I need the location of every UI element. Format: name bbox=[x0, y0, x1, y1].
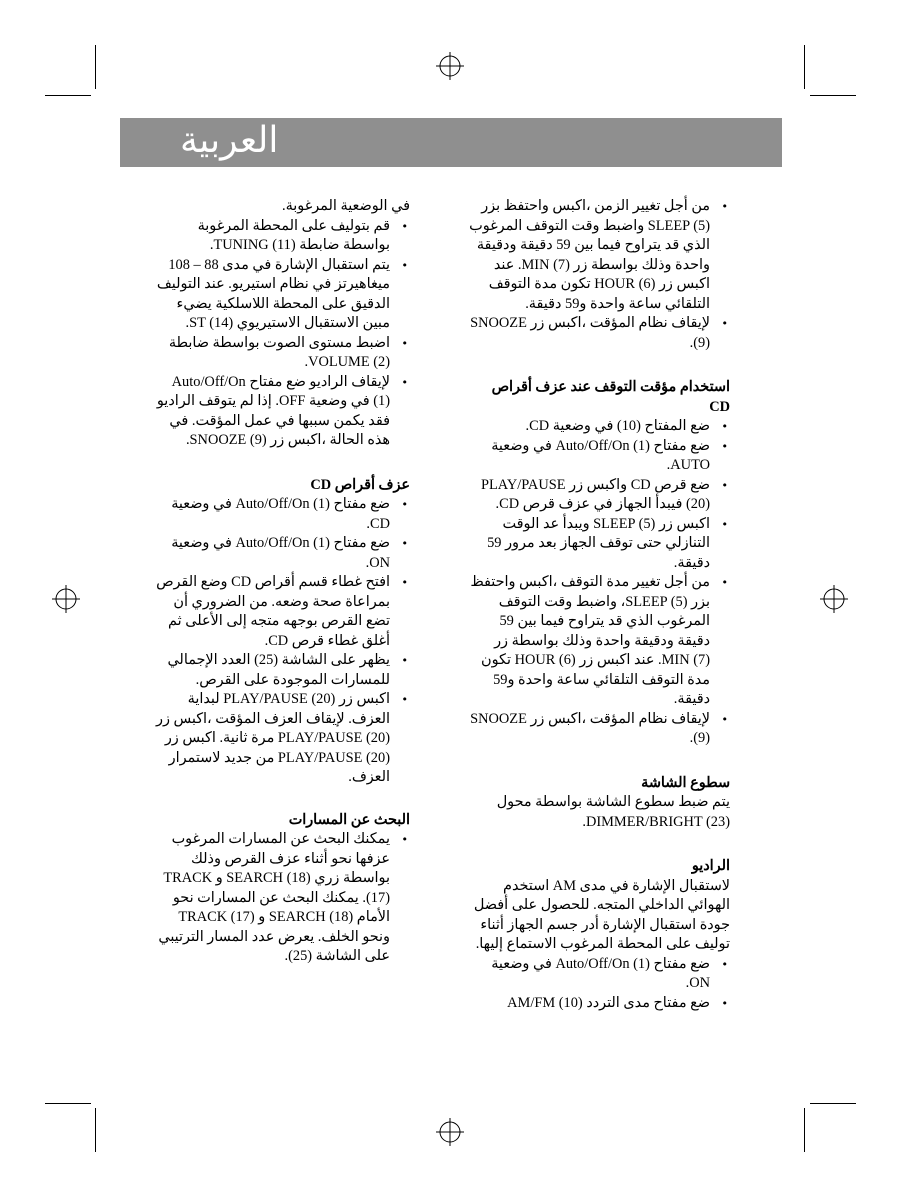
list-item: • يظهر على الشاشة (25) العدد الإجمالي للمسارات الموجودة على القرص. bbox=[155, 651, 410, 690]
radio-list bbox=[468, 955, 730, 1014]
continuation-text: في الوضعية المرغوبة. bbox=[281, 198, 410, 214]
list-item: • من أجل تغيير مدة التوقف ،اكبس واحتفظ بزر SLEEP (5)، واضبط وقت التوقف المرغوب الذي قد يتراوح فيما بين 59 دقيقة ودقيقة واحدة وذلك بواسطة زر MIN (7). عند اكبس زر HOUR (6) تكون مدة التوقف التلقائي ساعة واحدة و59 دقيقة. bbox=[468, 573, 730, 710]
list-item: • لإيقاف نظام المؤقت ،اكبس زر SNOOZE (9). bbox=[468, 710, 730, 749]
list-item: • ضع مفتاح Auto/Off/On (1) في وضعية ON. bbox=[468, 955, 730, 994]
brightness-text: يتم ضبط سطوع الشاشة بواسطة محول DIMMER/BRIGHT (23). bbox=[496, 794, 730, 830]
list-item: • لإيقاف الراديو ضع مفتاح Auto/Off/On (1) في وضعية OFF. إذا لم يتوقف الراديو فقد يكمن سببها في عمل المؤقت. في هذه الحالة ،اكبس زر SNOOZE (9). bbox=[155, 373, 410, 451]
list-item: • من أجل تغيير الزمن ،اكبس واحتفظ بزر SLEEP (5) واضبط وقت التوقف المرغوب الذي قد يتراوح فيما بين 59 دقيقة ودقيقة واحدة وذلك بواسطة زر MIN (7). عند اكبس زر HOUR (6) تكون مدة التوقف التلقائي ساعة واحدة و59 دقيقة. bbox=[468, 197, 730, 314]
crop-mark bbox=[95, 1108, 96, 1152]
radio-text: لاستقبال الإشارة في مدى AM استخدم الهوائي الداخلي المتجه. للحصول على أفضل جودة استقبال الإشارة أدر جسم الجهاز أثناء توليف على المحطة المرغوب الاستماع إليها. bbox=[473, 877, 730, 952]
section-heading-radio: الراديو bbox=[691, 858, 730, 874]
list-item: • يتم استقبال الإشارة في مدى 88 – 108 ميغاهيرتز في نظام استيريو. عند التوليف الدقيق على المحطة اللاسلكية يضيء مبين الاستقبال الاستيريوي ST (14). bbox=[155, 256, 410, 334]
list-item: • ضع مفتاح مدى التردد AM/FM (10) bbox=[468, 994, 730, 1014]
right-column bbox=[468, 197, 730, 1013]
crop-mark bbox=[95, 45, 96, 89]
crop-mark bbox=[810, 95, 856, 96]
registration-mark-icon bbox=[52, 585, 80, 613]
section-heading-brightness: سطوع الشاشة bbox=[641, 774, 730, 791]
cd-play-list bbox=[155, 495, 410, 788]
cd-timer-list bbox=[468, 417, 730, 749]
track-search-list bbox=[155, 830, 410, 967]
crop-mark bbox=[804, 1108, 805, 1152]
list-item: • افتح غطاء قسم أقراص CD وضع القرص بمراعاة صحة وضعه. من الضروري أن تضع القرص بوجهه متجه إلى الأعلى ثم أغلق غطاء قرص CD. bbox=[155, 573, 410, 651]
timer-list bbox=[468, 197, 730, 353]
list-item: • لإيقاف نظام المؤقت ،اكبس زر SNOOZE (9). bbox=[468, 314, 730, 353]
radio-tuning-list bbox=[155, 217, 410, 451]
crop-mark bbox=[810, 1103, 856, 1104]
registration-mark-icon bbox=[436, 1118, 464, 1146]
section-heading-track-search: البحث عن المسارات bbox=[288, 811, 410, 828]
list-item: • يمكنك البحث عن المسارات المرغوب عزفها نحو أثناء عزف القرص وذلك بواسطة زري SEARCH (18) و TRACK (17). يمكنك البحث عن المسارات نحو الأمام SEARCH (18) و TRACK (17) ونحو الخلف. يعرض عدد المسار الترتيبي على الشاشة (25). bbox=[155, 830, 410, 967]
list-item: • ضع قرص CD واكبس زر PLAY/PAUSE (20) فيبدأ الجهاز في عزف قرص CD. bbox=[468, 476, 730, 515]
page-title: العربية bbox=[180, 120, 279, 161]
left-column bbox=[155, 197, 410, 967]
crop-mark bbox=[45, 95, 91, 96]
list-item: • ضع المفتاح (10) في وضعية CD. bbox=[468, 417, 730, 437]
registration-mark-icon bbox=[820, 585, 848, 613]
crop-mark bbox=[45, 1103, 91, 1104]
section-heading-cd-play: عزف أقراص CD bbox=[310, 476, 410, 493]
list-item: • ضع مفتاح Auto/Off/On (1) في وضعية CD. bbox=[155, 495, 410, 534]
registration-mark-icon bbox=[436, 52, 464, 80]
list-item: • اكبس زر PLAY/PAUSE (20) لبداية العزف. لإيقاف العزف المؤقت ،اكبس زر PLAY/PAUSE (20) مرة ثانية. اكبس زر PLAY/PAUSE (20) من جديد لاستمرار العزف. bbox=[155, 690, 410, 788]
crop-mark bbox=[804, 45, 805, 89]
section-heading-cd-timer: استخدام مؤقت التوقف عند عزف أقراص CD bbox=[491, 379, 730, 415]
header-bar bbox=[120, 118, 782, 167]
list-item: • قم بتوليف على المحطة المرغوبة بواسطة ضابطة TUNING (11). bbox=[155, 217, 410, 256]
list-item: • ضع مفتاح Auto/Off/On (1) في وضعية ON. bbox=[155, 534, 410, 573]
list-item: • ضع مفتاح Auto/Off/On (1) في وضعية AUTO. bbox=[468, 437, 730, 476]
list-item: • اكبس زر SLEEP (5) ويبدأ عد الوقت التنازلي حتى توقف الجهاز بعد مرور 59 دقيقة. bbox=[468, 515, 730, 574]
list-item: • اضبط مستوى الصوت بواسطة ضابطة VOLUME (2). bbox=[155, 334, 410, 373]
